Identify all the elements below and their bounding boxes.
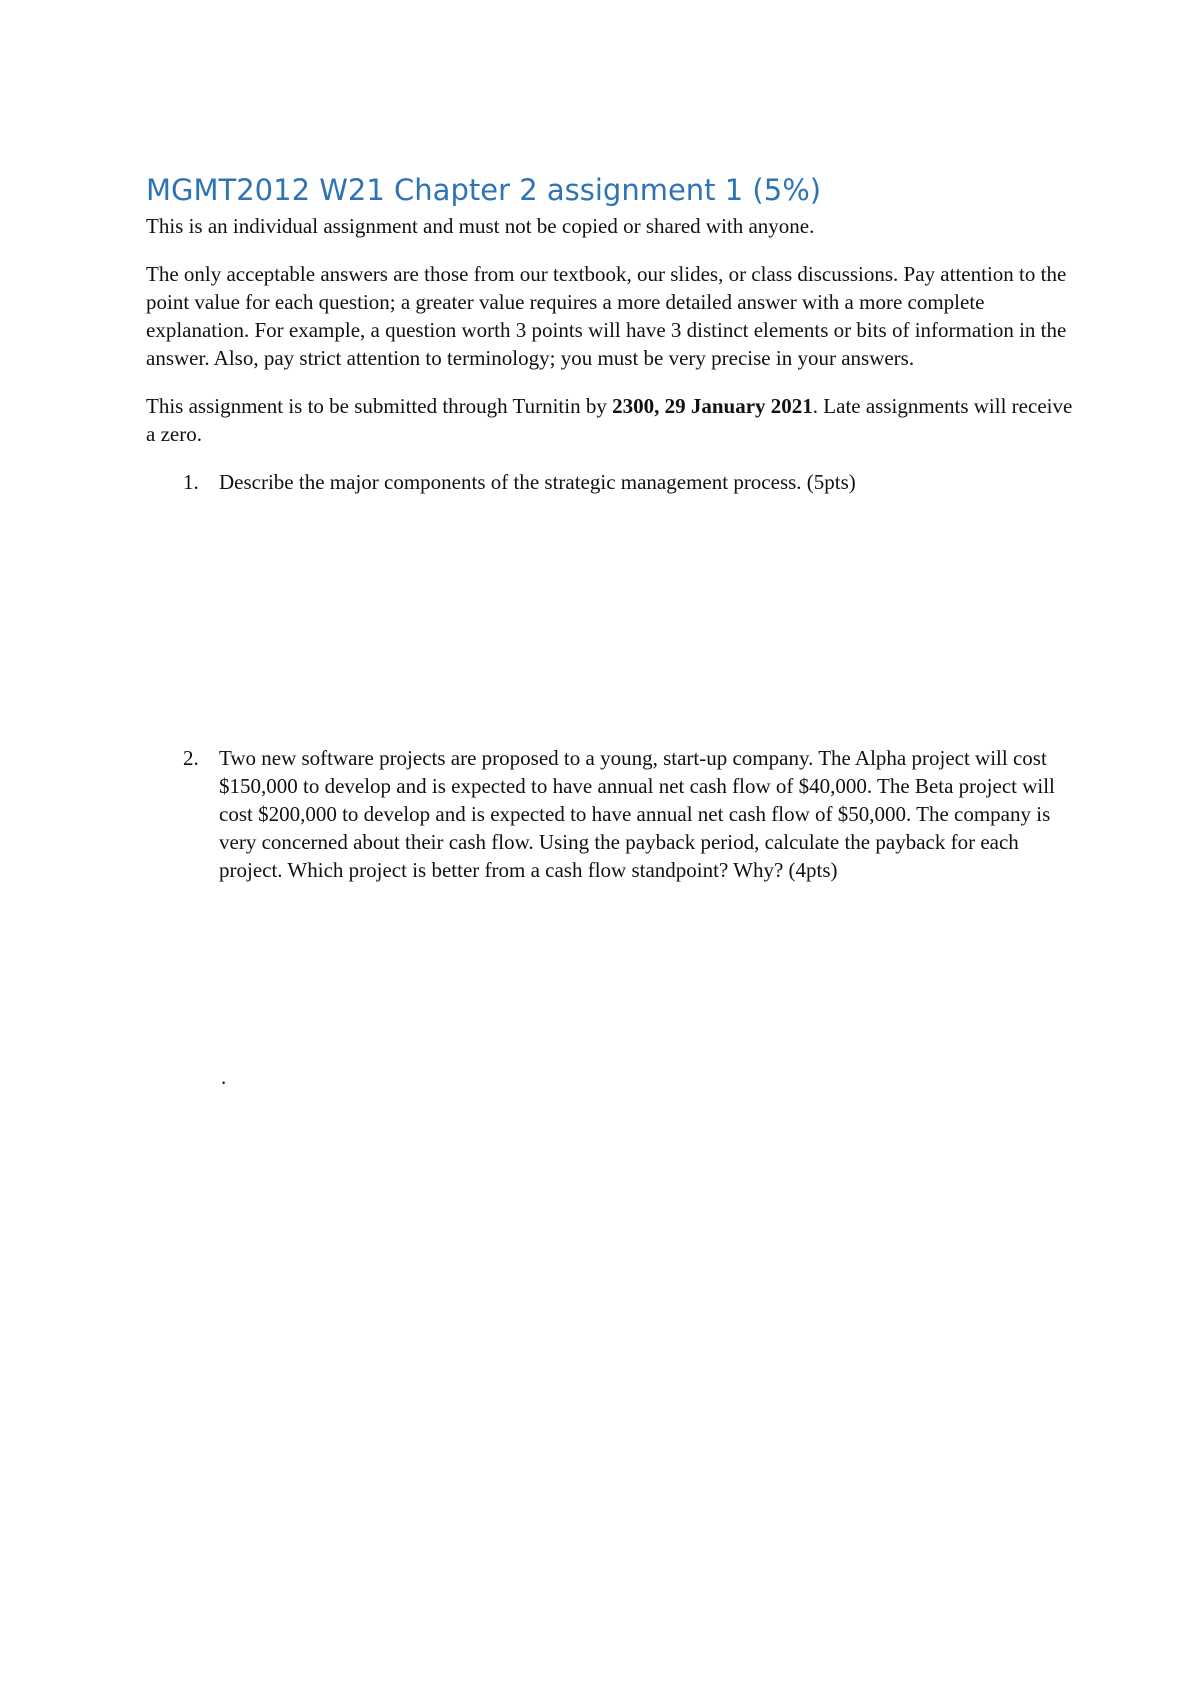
due-date-paragraph (146, 392, 1076, 448)
question-text: Describe the major components of the strategic management process. (5pts) (219, 470, 856, 494)
due-date: 2300, 29 January 2021 (612, 394, 813, 418)
due-suffix: . Late assignments will receive a zero. (146, 394, 1073, 446)
question-text: Two new software projects are proposed to a young, start-up company. The Alpha project will cost $150,000 to develop and is expected to have annual net cash flow of $40,000. The Beta project will cost $200,000 to develop and is expected to have annual net cash flow of $50,000. The company is very concerned about their cash flow. Using the payback period, calculate the payback for each project. Which project is better from a cash flow standpoint? Why? (4pts) (219, 746, 1055, 882)
answer-mark: . (221, 1065, 227, 1089)
document-title: MGMT2012 W21 Chapter 2 assignment 1 (5%) (146, 173, 822, 207)
question-number: 2. (183, 746, 199, 770)
question-list (146, 468, 1076, 884)
document-body (146, 172, 1076, 884)
question-1 (146, 468, 1076, 496)
question-2 (146, 744, 1076, 884)
intro-paragraph: This is an individual assignment and must not be copied or shared with anyone. (146, 214, 815, 238)
instructions-paragraph: The only acceptable answers are those from our textbook, our slides, or class discussions. Pay attention to the point value for each question; a greater value requires a more detailed answer with a more complete explanation. For example, a question worth 3 points will have 3 distinct elements or bits of information in the answer. Also, pay strict attention to terminology; you must be very precise in your answers. (146, 262, 1067, 370)
question-number: 1. (183, 470, 199, 494)
due-prefix: This assignment is to be submitted through Turnitin by (146, 394, 613, 418)
